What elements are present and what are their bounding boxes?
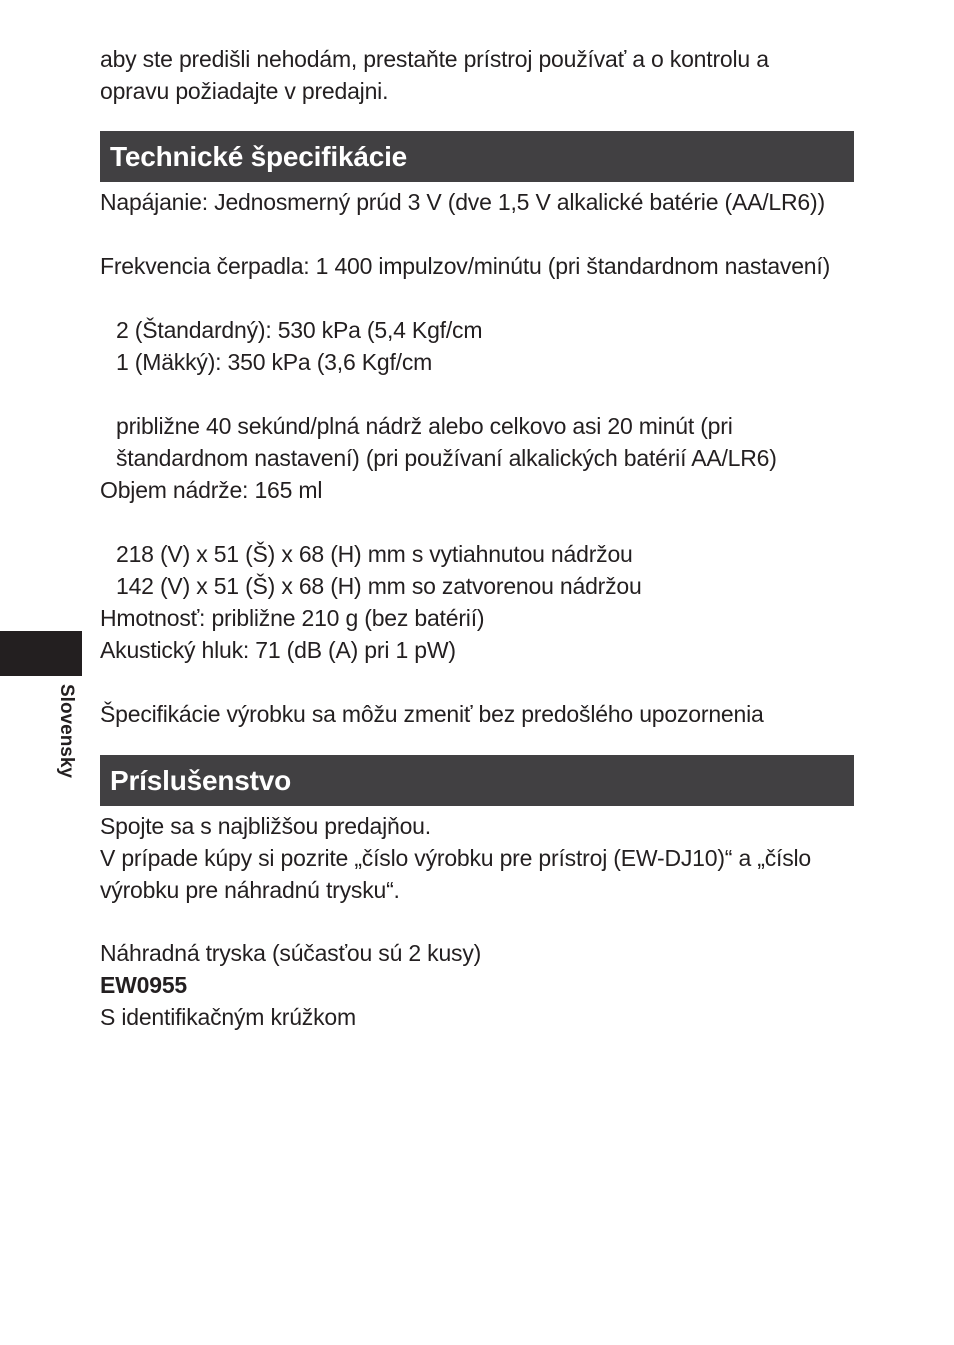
spec-noise: Akustický hluk: 71 (dB (A) pri 1 pW) xyxy=(100,637,456,663)
language-side-tab xyxy=(0,631,82,676)
spec-pressure-standard: 2 (Štandardný): 530 kPa (5,4 Kgf/cm xyxy=(116,317,483,343)
spec-weight: Hmotnosť: približne 210 g (bez batérií) xyxy=(100,605,485,631)
section-heading-accessories: Príslušenstvo xyxy=(100,755,854,806)
spec-tank: Objem nádrže: 165 ml xyxy=(100,477,323,503)
accessory-nozzle: Náhradná tryska (súčasťou sú 2 kusy) xyxy=(100,940,482,966)
accessory-code: EW0955 xyxy=(100,972,188,998)
accessories-text: V prípade kúpy si pozrite „číslo výrobku pre prístroj (EW-DJ10)“ a „číslo xyxy=(100,845,811,871)
spec-pressure-soft: 1 (Mäkký): 350 kPa (3,6 Kgf/cm xyxy=(116,349,433,375)
accessories-text: výrobku pre náhradnú trysku“. xyxy=(100,877,400,903)
spec-pump: Frekvencia čerpadla: 1 400 impulzov/minútu (pri štandardnom nastavení) xyxy=(100,253,831,279)
intro-line: opravu požiadajte v predajni. xyxy=(100,78,389,104)
accessory-ring: S identifikačným krúžkom xyxy=(100,1004,356,1030)
spec-power: Napájanie: Jednosmerný prúd 3 V (dve 1,5 V alkalické batérie (AA/LR6)) xyxy=(100,189,825,215)
spec-dimension-closed: 142 (V) x 51 (Š) x 68 (H) mm so zatvorenou nádržou xyxy=(116,573,642,599)
intro-line: aby ste predišli nehodám, prestaňte prístroj používať a o kontrolu a xyxy=(100,46,769,72)
spec-notice: Špecifikácie výrobku sa môžu zmeniť bez predošlého upozornenia xyxy=(100,701,764,727)
spec-time: štandardnom nastavení) (pri používaní alkalických batérií AA/LR6) xyxy=(116,445,777,471)
accessories-text: Spojte sa s najbližšou predajňou. xyxy=(100,813,431,839)
language-side-label: Slovensky xyxy=(56,684,77,778)
section-heading-specs: Technické špecifikácie xyxy=(100,131,854,182)
spec-dimension-extended: 218 (V) x 51 (Š) x 68 (H) mm s vytiahnutou nádržou xyxy=(116,541,633,567)
spec-time: približne 40 sekúnd/plná nádrž alebo celkovo asi 20 minút (pri xyxy=(116,413,733,439)
